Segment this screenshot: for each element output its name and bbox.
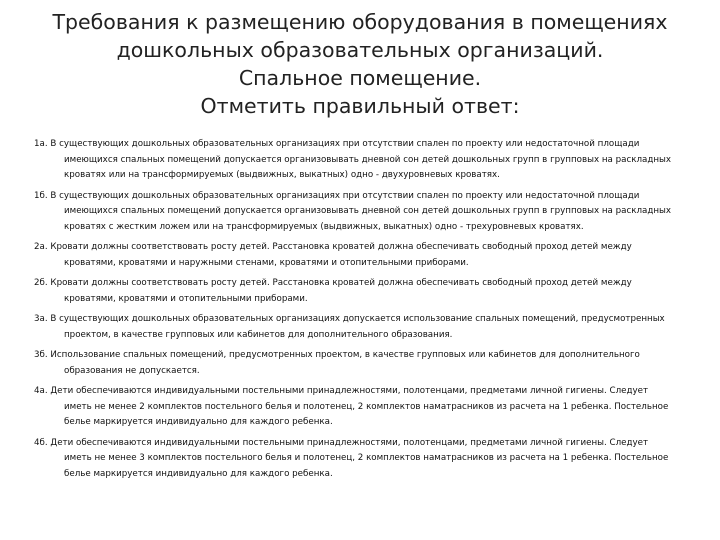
option-3a: 3а. В существующих дошкольных образовательных организациях допускается использование спальных помещений, предусмотренных проектом, в качестве групповых или кабинетов для дополнительного образования. <box>34 314 665 340</box>
title-line-2: дошкольных образовательных организаций. <box>116 38 604 62</box>
title-line-4: Отметить правильный ответ: <box>200 94 520 118</box>
option-4a: 4а. Дети обеспечиваются индивидуальными постельными принадлежностями, полотенцами, предметами личной гигиены. Следует иметь не менее 2 комплектов постельного белья и полотенец, 2 комплектов наматрасников из расчета на 1 ребенка. Постельное белье маркируется индивидуально для каждого ребенка. <box>34 386 669 427</box>
option-3b: 3б. Использование спальных помещений, предусмотренных проектом, в качестве групповых или кабинетов для дополнительного образования не допускается. <box>34 350 640 376</box>
option-2a: 2а. Кровати должны соответствовать росту детей. Расстановка кроватей должна обеспечивать свободный проход детей между кроватями, кроватями и наружными стенами, кроватями и отопительными приборами. <box>34 242 632 268</box>
option-1a: 1а. В существующих дошкольных образовательных организациях при отсутствии спален по проекту или недостаточной площади имеющихся спальных помещений допускается организовывать дневной сон детей дошкольных групп в групповых на раскладных кроватях или на трансформируемых (выдвижных, выкатных) одно - двухуровневых кроватях. <box>34 139 672 180</box>
title-line-1: Требования к размещению оборудования в помещениях <box>52 10 668 34</box>
option-2b: 2б. Кровати должны соответствовать росту детей. Расстановка кроватей должна обеспечивать свободный проход детей между кроватями, кроватями и отопительными приборами. <box>34 278 632 304</box>
option-4b: 4б. Дети обеспечиваются индивидуальными постельными принадлежностями, полотенцами, предметами личной гигиены. Следует иметь не менее 3 комплектов постельного белья и полотенец, 2 комплектов наматрасников из расчета на 1 ребенка. Постельное белье маркируется индивидуально для каждого ребенка. <box>34 437 669 479</box>
title-line-3: Спальное помещение. <box>238 66 482 90</box>
option-1b: 1б. В существующих дошкольных образовательных организациях при отсутствии спален по проекту или недостаточной площади имеющихся спальных помещений допускается организовывать дневной сон детей дошкольных групп в групповых на раскладных кроватях с жестким ложем или на трансформируемых (выдвижных, выкатных) одно - трехуровневых кроватях. <box>34 190 672 232</box>
slide-title <box>30 8 690 120</box>
answer-options-list <box>34 137 674 487</box>
